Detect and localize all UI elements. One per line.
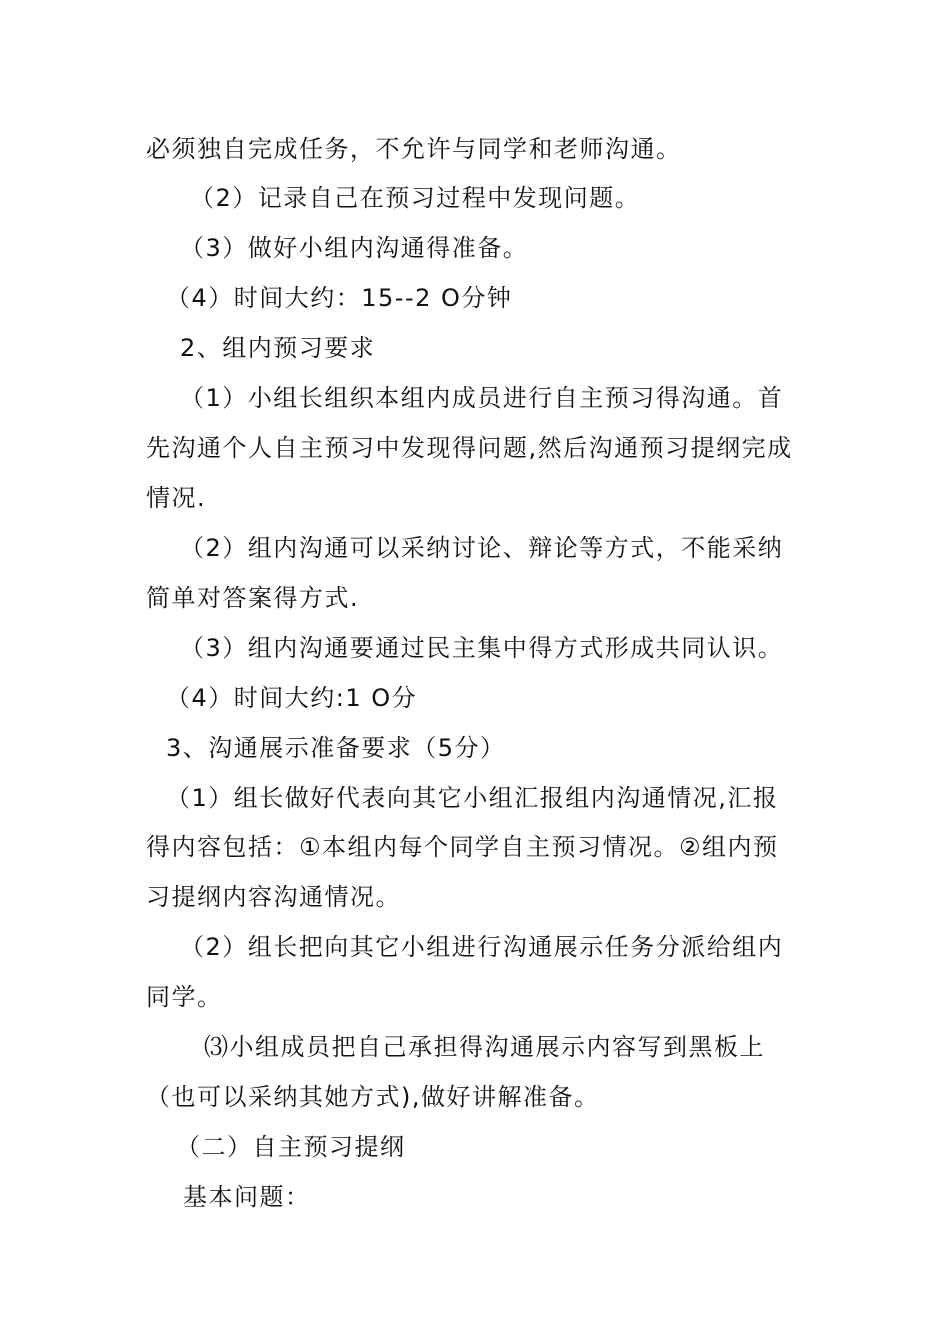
text-line: 先沟通个人自主预习中发现得问题,然后沟通预习提纲完成 [146, 434, 793, 462]
text-line: （3）组内沟通要通过民主集中得方式形成共同认识。 [180, 634, 784, 662]
text-line: 情况. [146, 484, 207, 512]
text-line: 必须独自完成任务，不允许与同学和老师沟通。 [146, 135, 682, 163]
text-line: 同学。 [146, 983, 223, 1011]
section-heading: 3、沟通展示准备要求（5分） [166, 734, 506, 762]
text-line: （3）做好小组内沟通得准备。 [180, 234, 529, 262]
text-line: 得内容包括：①本组内每个同学自主预习情况。②组内预 [146, 833, 779, 861]
text-line: （4）时间大约:1 O分 [166, 684, 418, 712]
text-line: （1）小组长组织本组内成员进行自主预习得沟通。首 [180, 384, 784, 412]
text-line: （4）时间大约：15--2 O分钟 [166, 284, 513, 312]
section-heading: （二）自主预习提纲 [176, 1133, 406, 1161]
text-line: （2）记录自己在预习过程中发现问题。 [190, 184, 641, 212]
text-line: 简单对答案得方式. [146, 584, 360, 612]
text-line: 习提纲内容沟通情况。 [146, 883, 401, 911]
section-heading: 2、组内预习要求 [180, 334, 376, 362]
text-line: （2）组内沟通可以采纳讨论、辩论等方式，不能采纳 [180, 534, 784, 562]
text-line: （2）组长把向其它小组进行沟通展示任务分派给组内 [180, 933, 784, 961]
text-line: ⑶小组成员把自己承担得沟通展示内容写到黑板上 [204, 1033, 765, 1061]
text-line: （也可以采纳其她方式),做好讲解准备。 [146, 1083, 600, 1111]
text-line: （1）组长做好代表向其它小组汇报组内沟通情况,汇报 [166, 784, 779, 812]
text-line: 基本问题： [183, 1183, 311, 1211]
